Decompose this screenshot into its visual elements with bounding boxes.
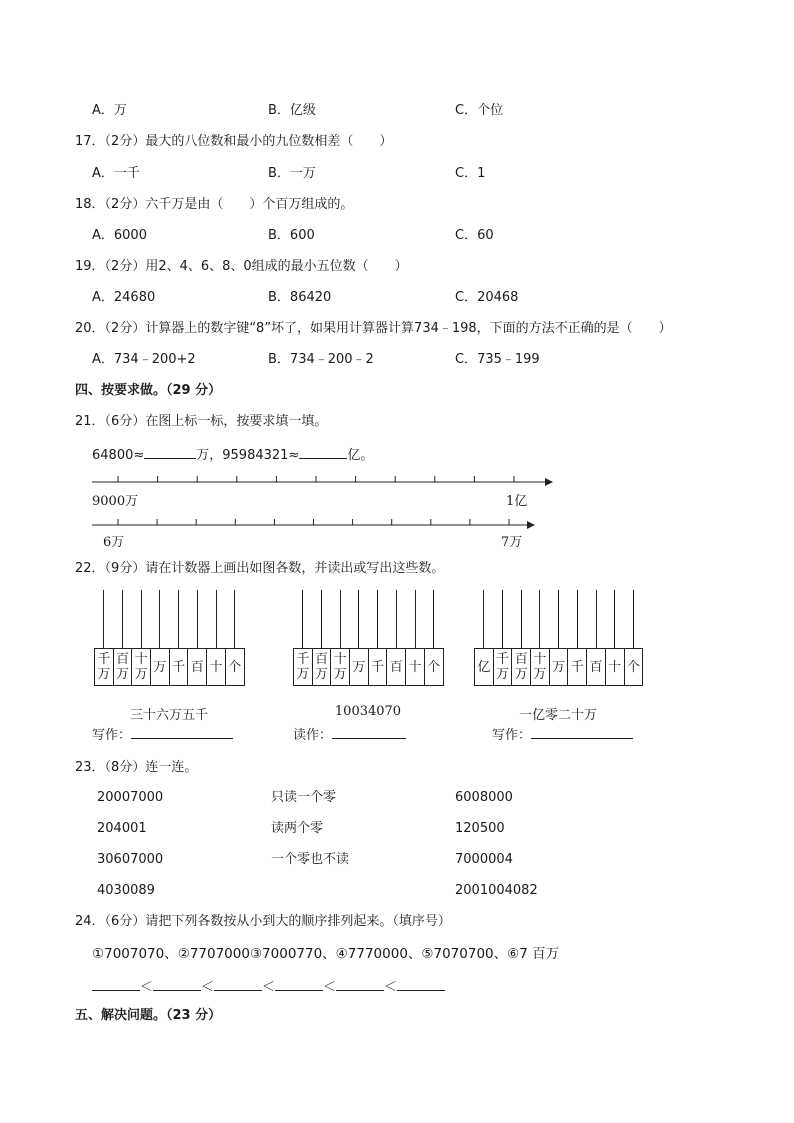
q18-stem: 18．（2分）六千万是由（ ）个百万组成的。 [75, 197, 354, 212]
abacus1-place-label: 万 [151, 649, 170, 685]
q19-option-c: C．20468 [455, 290, 519, 305]
q24-numbers: ①7007070、②7707000③7000770、④7770000、⑤7070700、⑥7 百万 [92, 946, 560, 962]
q24-answer-blank[interactable] [92, 977, 140, 991]
number-line-1-left-label: 9000万 [92, 494, 139, 509]
abacus-2-action: 读作： [293, 728, 333, 743]
q24-answer-blank[interactable] [336, 977, 384, 991]
section-5-title: 五、解决问题。（23 分） [75, 1008, 222, 1023]
abacus1-rod[interactable] [159, 590, 160, 648]
q18-option-a: A．6000 [92, 228, 147, 243]
number-line-1-right-label: 1亿 [506, 494, 528, 509]
q17-option-b: B．一万 [268, 166, 316, 181]
abacus3-rod[interactable] [502, 590, 503, 648]
q16-option-b: B．亿级 [268, 103, 316, 118]
abacus1-place-label: 十 万 [132, 649, 151, 685]
abacus3-frame [474, 648, 643, 686]
q19-option-b: B．86420 [268, 290, 332, 305]
abacus-2-answer [293, 724, 406, 743]
abacus3-place-label: 亿 [475, 649, 494, 685]
abacus1-place-label: 千 [170, 649, 189, 685]
abacus1-place-label: 十 [207, 649, 226, 685]
q24-stem: 24．（6分）请把下列各数按从小到大的顺序排列起来。（填序号） [75, 914, 451, 929]
q18-option-c: C．60 [455, 228, 494, 243]
abacus3-rod[interactable] [633, 590, 634, 648]
q24-answer-blank[interactable] [397, 977, 445, 991]
q18-option-b: B．600 [268, 228, 315, 243]
q22-stem: 22．（9分）请在计数器上画出如图各数，并读出或写出这些数。 [75, 561, 445, 576]
q23-right-4[interactable]: 2001004082 [455, 883, 538, 898]
abacus-1-action: 写作： [92, 728, 132, 743]
abacus3-rod[interactable] [483, 590, 484, 648]
q19-option-a: A．24680 [92, 290, 156, 305]
abacus1-rod[interactable] [197, 590, 198, 648]
abacus2-rod[interactable] [396, 590, 397, 648]
abacus2-rod[interactable] [340, 590, 341, 648]
abacus-1-answer-blank[interactable] [131, 725, 233, 739]
number-line-2-right-label: 7万 [501, 535, 523, 550]
abacus3-place-label: 十 万 [531, 649, 550, 685]
q23-left-2[interactable]: 204001 [97, 821, 147, 836]
abacus3-rod[interactable] [577, 590, 578, 648]
abacus1-place-label: 百 [188, 649, 207, 685]
abacus3-place-label: 百 [587, 649, 606, 685]
q20-option-a: A．734﹣200+2 [92, 352, 196, 367]
q24-less-than: ＜ [140, 980, 154, 995]
abacus1-rod[interactable] [103, 590, 104, 648]
number-line-2[interactable] [92, 519, 535, 529]
abacus2-place-label: 千 万 [294, 649, 313, 685]
q16-option-a: A．万 [92, 103, 127, 118]
abacus2-rod[interactable] [302, 590, 303, 648]
q20-stem: 20．（2分）计算器上的数字键“8”坏了，如果用计算器计算734﹣198，下面的方法不正确的是（ ） [75, 321, 672, 336]
q21-fill-a-unit: 万，95984321≈ [196, 448, 300, 463]
q20-option-b: B．734﹣200﹣2 [268, 352, 374, 367]
abacus-3-answer [492, 724, 633, 743]
abacus3-place-label: 十 [606, 649, 625, 685]
abacus3-rod[interactable] [521, 590, 522, 648]
q23-left-4[interactable]: 4030089 [97, 883, 155, 898]
abacus2-rod[interactable] [433, 590, 434, 648]
abacus3-place-label: 万 [550, 649, 569, 685]
abacus2-place-label: 千 [369, 649, 388, 685]
q24-less-than: ＜ [323, 980, 337, 995]
q17-option-a: A．一千 [92, 166, 140, 181]
abacus2-frame [293, 648, 444, 686]
q21-number-lines [0, 0, 794, 560]
q24-answer-chain [92, 977, 445, 996]
abacus1-rod[interactable] [216, 590, 217, 648]
abacus-1-answer [92, 724, 233, 743]
abacus3-rod[interactable] [558, 590, 559, 648]
abacus2-rod[interactable] [321, 590, 322, 648]
q24-answer-blank[interactable] [153, 977, 201, 991]
q24-less-than: ＜ [262, 980, 276, 995]
q24-answer-blank[interactable] [214, 977, 262, 991]
abacus-3-caption: 一亿零二十万 [518, 708, 597, 723]
abacus2-place-label: 个 [427, 659, 441, 675]
q21-fill-b-unit: 亿。 [347, 448, 374, 463]
abacus1-rod[interactable] [141, 590, 142, 648]
abacus3-place-label: 千 [568, 649, 587, 685]
abacus1-frame [94, 648, 245, 686]
q16-option-c: C．个位 [455, 103, 504, 118]
section-4-title: 四、按要求做。（29 分） [75, 383, 222, 398]
q23-middle-3[interactable]: 一个零也不读 [271, 852, 350, 867]
q23-right-2[interactable]: 120500 [455, 821, 505, 836]
q19-stem: 19．（2分）用2、4、6、8、0组成的最小五位数（ ） [75, 259, 408, 274]
abacus1-place-label: 百 万 [114, 649, 133, 685]
q23-left-3[interactable]: 30607000 [97, 852, 164, 867]
abacus-3-answer-blank[interactable] [531, 725, 633, 739]
number-line-1[interactable] [92, 476, 553, 486]
abacus3-place-label: 千 万 [494, 649, 513, 685]
abacus3-rod[interactable] [596, 590, 597, 648]
abacus2-place-label: 百 万 [313, 649, 332, 685]
q17-option-c: C．1 [455, 166, 486, 181]
q20-option-c: C．735﹣199 [455, 352, 540, 367]
abacus-2-caption: 10034070 [334, 704, 402, 719]
q23-stem: 23．（8分）连一连。 [75, 760, 198, 775]
abacus2-rod[interactable] [358, 590, 359, 648]
q23-middle-1[interactable]: 只读一个零 [271, 790, 337, 805]
q23-right-1[interactable]: 6008000 [455, 790, 513, 805]
q23-right-3[interactable]: 7000004 [455, 852, 513, 867]
abacus3-place-label: 个 [626, 659, 640, 675]
abacus1-rod[interactable] [234, 590, 235, 648]
abacus1-rod[interactable] [122, 590, 123, 648]
q23-middle-2[interactable]: 读两个零 [271, 821, 324, 836]
q21-fill-a-prefix: 64800≈ [92, 448, 145, 463]
abacus3-rod[interactable] [614, 590, 615, 648]
abacus2-rod[interactable] [377, 590, 378, 648]
abacus2-rod[interactable] [415, 590, 416, 648]
abacus2-place-label: 百 [387, 649, 406, 685]
abacus2-place-label: 十 [406, 649, 425, 685]
abacus2-place-label: 十 万 [331, 649, 350, 685]
q24-less-than: ＜ [384, 980, 398, 995]
q21-stem: 21．（6分）在图上标一标，按要求填一填。 [75, 414, 328, 429]
abacus3-place-label: 百 万 [512, 649, 531, 685]
q23-left-1[interactable]: 20007000 [97, 790, 164, 805]
q24-answer-blank[interactable] [275, 977, 323, 991]
abacus1-place-label: 千 万 [95, 649, 114, 685]
abacus-1-caption: 三十六万五千 [129, 708, 208, 723]
number-line-2-left-label: 6万 [103, 535, 125, 550]
q24-less-than: ＜ [201, 980, 215, 995]
abacus1-rod[interactable] [178, 590, 179, 648]
abacus-2-answer-blank[interactable] [332, 725, 406, 739]
abacus3-rod[interactable] [539, 590, 540, 648]
abacus-3-action: 写作： [492, 728, 532, 743]
q17-stem: 17．（2分）最大的八位数和最小的九位数相差（ ） [75, 134, 393, 149]
abacus1-place-label: 个 [228, 659, 242, 675]
abacus2-place-label: 万 [350, 649, 369, 685]
